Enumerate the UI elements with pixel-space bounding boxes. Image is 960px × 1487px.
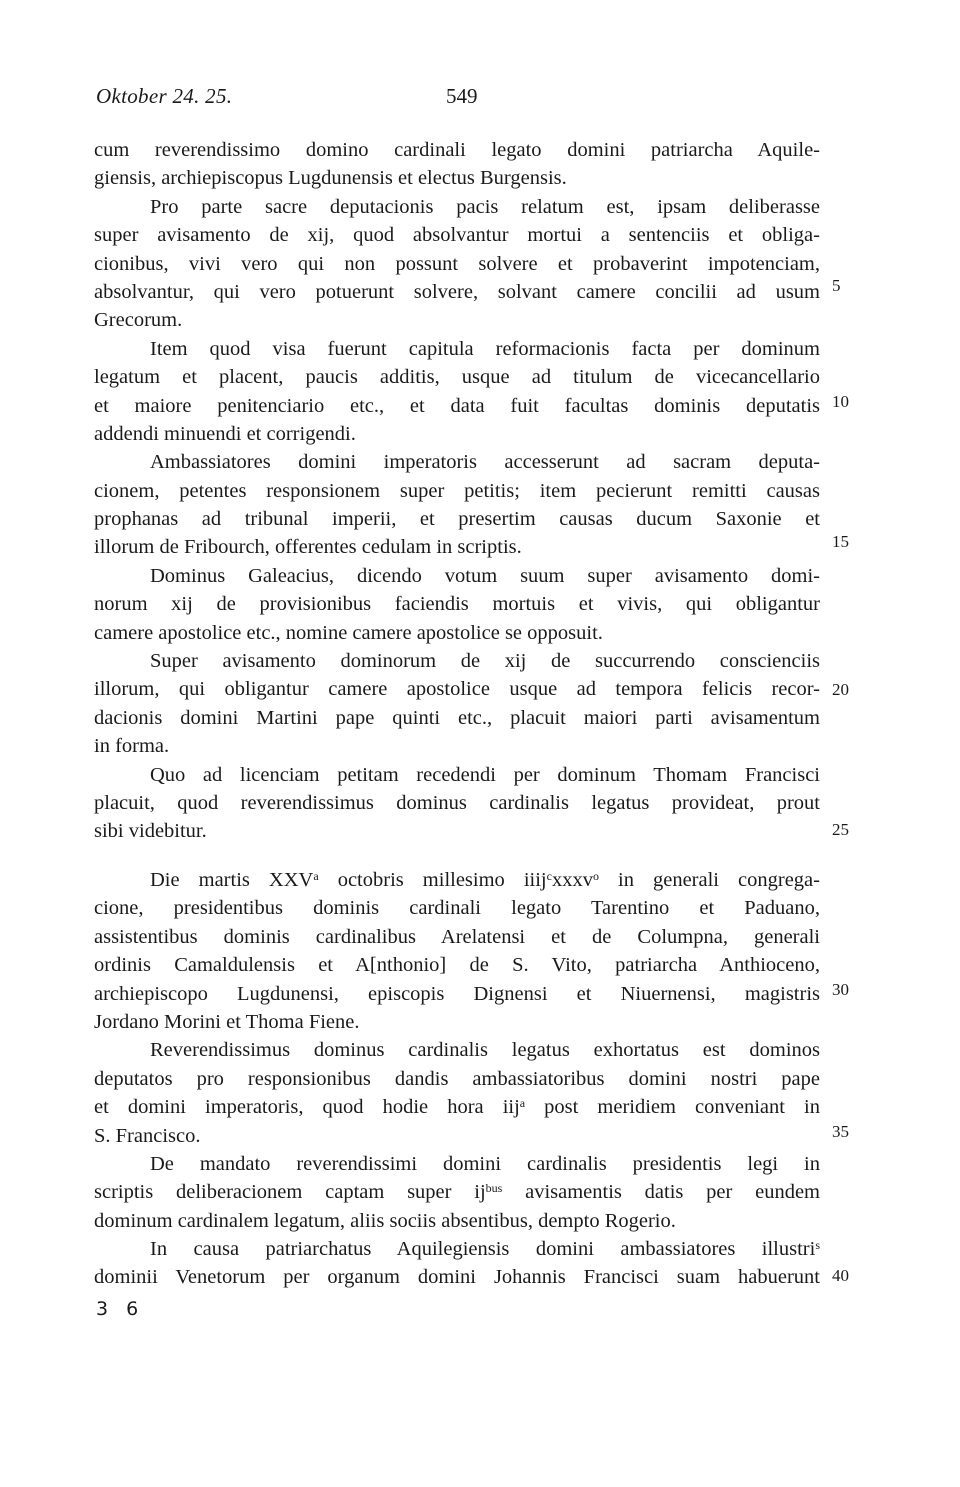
text-line: Grecorum. [94,309,183,332]
text-line: deputatos pro responsionibus dandis ambassiatoribus domini nostri pape [94,1067,820,1090]
paragraph-line: Ambassiatores domini imperatoris accesserunt ad sacram deputa- [150,451,820,474]
running-header [96,84,820,114]
paragraph-line: Die martis XXV$^a$ octobris millesimo iiij$^c$xxxv$^o$ in generali congrega- [150,869,820,891]
text-line: prophanas ad tribunal imperii, et presertim causas ducum Saxonie et [94,508,820,531]
text-line: addendi minuendi et corrigendi. [94,422,356,445]
text-line: dominum cardinalem legatum, aliis sociis absentibus, dempto Rogerio. [94,1209,676,1232]
text-line: illorum de Fribourch, offerentes cedulam in scriptis. [94,536,522,559]
margin-line-number: 35 [832,1122,849,1141]
text-line: norum xij de provisionibus faciendis mortuis et vivis, qui obligantur [94,593,820,616]
text-line: dacionis domini Martini pape quinti etc., placuit maiori parti avisamentum [94,706,820,729]
margin-line-number: 5 [832,276,841,295]
paragraph-line: In causa patriarchatus Aquilegiensis domini ambassiatores illustri$^s$ [150,1238,820,1261]
paragraph-line: Reverendissimus dominus cardinalis legatus exhortatus est dominos [150,1039,820,1062]
text-line: dominii Venetorum per organum domini Johannis Francisci suam habuerunt [94,1266,820,1289]
text-line: archiepiscopo Lugdunensi, episcopis Dignensi et Niuernensi, magistris [94,982,820,1005]
text-line: assistentibus dominis cardinalibus Arelatensi et de Columpna, generali [94,925,820,948]
text-line: legatum et placent, paucis additis, usque ad titulum de vicecancellario [94,366,820,389]
text-line: ordinis Camaldulensis et A[nthonio] de S. Vito, patriarcha Anthioceno, [94,954,820,977]
text-line: et domini imperatoris, quod hodie hora iij$^a$ post meridiem conveniant in [94,1096,820,1119]
header-date: Oktober 24. 25. [96,84,233,108]
text-line: et maiore penitenciario etc., et data fuit facultas dominis deputatis [94,394,820,417]
text-line: placuit, quod reverendissimus dominus cardinalis legatus provideat, prout [94,791,820,814]
margin-line-number: 40 [832,1266,849,1285]
margin-line-number: 20 [832,680,849,699]
margin-line-number: 25 [832,820,849,839]
text-line: Jordano Morini et Thoma Fiene. [94,1010,360,1033]
paragraph-line: Pro parte sacre deputacionis pacis relatum est, ipsam deliberasse [150,195,820,218]
text-line: super avisamento de xij, quod absolvantur mortui a sentenciis et obliga- [94,224,820,247]
text-line: absolvantur, qui vero potuerunt solvere, solvant camere concilii ad usum [94,280,820,303]
text-line: giensis, archiepiscopus Lugdunensis et electus Burgensis. [94,167,567,190]
text-line: sibi videbitur. [94,820,207,843]
text-line: S. Francisco. [94,1124,201,1147]
margin-line-number: 15 [832,532,849,551]
paragraph-line: De mandato reverendissimi domini cardinalis presidentis legi in [150,1152,820,1175]
text-line: cionibus, vivi vero qui non possunt solvere et probaverint impotenciam, [94,252,820,275]
text-block-1 [94,136,820,846]
paragraph-line: Quo ad licenciam petitam recedendi per dominum Thomam Francisci [150,763,820,786]
page-number: 549 [446,84,478,108]
paragraph-line: Item quod visa fuerunt capitula reformacionis facta per dominum [150,337,820,360]
text-line: camere apostolice etc., nomine camere apostolice se opposuit. [94,621,603,644]
text-line: cione, presidentibus dominis cardinali legato Tarentino et Paduano, [94,897,820,920]
paragraph-line: Super avisamento dominorum de xij de succurrendo conscienciis [150,650,820,673]
text-block-2 [94,866,820,1292]
text-line: illorum, qui obligantur camere apostolice usque ad tempora felicis recor- [94,678,820,701]
signature-mark: 3 6 [96,1298,145,1320]
paragraph-line: Dominus Galeacius, dicendo votum suum super avisamento domi- [150,564,820,587]
margin-line-number: 30 [832,980,849,999]
text-line: scriptis deliberacionem captam super $ij^{bus}$ avisamentis datis per eundem [94,1181,820,1204]
text-line: cum reverendissimo domino cardinali legato domini patriarcha Aquile- [94,139,820,161]
margin-line-number: 10 [832,392,849,411]
text-line: in forma. [94,735,170,758]
text-line: cionem, petentes responsionem super petitis; item pecierunt remitti causas [94,479,820,502]
